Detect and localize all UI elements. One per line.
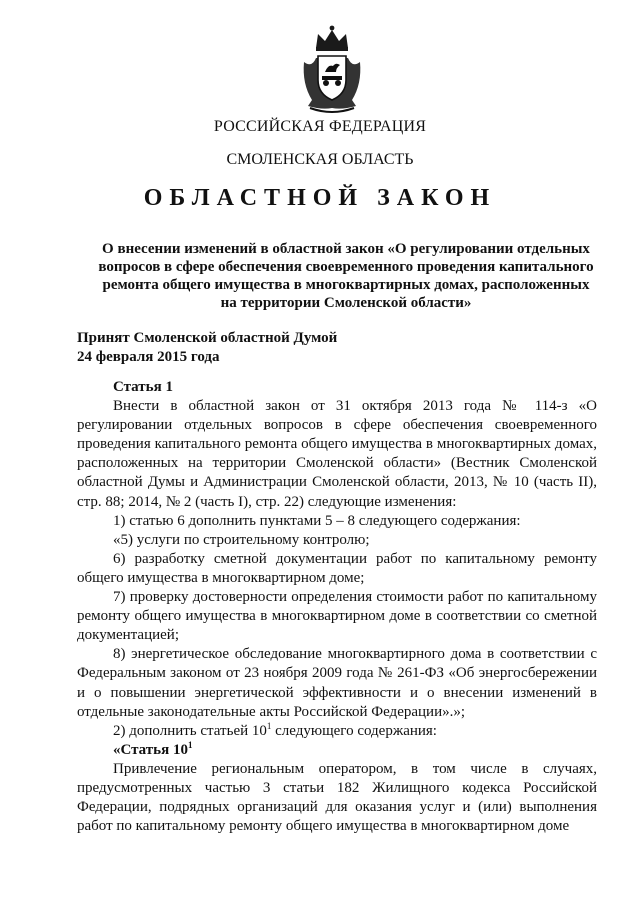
adoption-date: 24 февраля 2015 года <box>77 349 220 365</box>
country-heading: РОССИЙСКАЯ ФЕДЕРАЦИЯ <box>213 118 427 135</box>
region-heading: СМОЛЕНСКАЯ ОБЛАСТЬ <box>226 151 414 168</box>
point-5: «5) услуги по строительному контролю; <box>113 531 370 548</box>
new-article-heading-text: «Статья 10 <box>113 741 188 758</box>
adoption-info <box>77 329 337 367</box>
new-article-heading-superscript: 1 <box>187 739 193 750</box>
new-article-paragraph: Привлечение региональным оператором, в том числе в случаях, предусмотренных частью 3 статьи 182 Жилищного кодекса Российской Федерации, подрядных организаций для оказания услуг и (или) выполнения работ по капитальному ремонту общего имущества в многоквартирном доме <box>77 760 597 835</box>
smolensk-coat-of-arms-icon <box>296 22 368 114</box>
amendment-item-2-tail: следующего содержания: <box>271 722 437 739</box>
point-8: 8) энергетическое обследование многоквартирного дома в соответствии с Федеральным законом от 23 ноября 2009 года № 261-ФЗ «Об энергосбережении и о повышении энергетической эффективности и о внесении изменений в отдельные законодательные акты Российской Федерации».»; <box>77 646 597 720</box>
amendment-item-2-text: 2) дополнить статьей 10 <box>113 722 267 739</box>
law-title: О внесении изменений в областной закон «О регулировании отдельных вопросов в сфере обеспечения своевременного проведения капитального ремонта общего имущества в многоквартирных домах, расположенных на территории Смоленской области» <box>98 241 594 311</box>
amendment-item-1: 1) статью 6 дополнить пунктами 5 – 8 следующего содержания: <box>113 512 521 529</box>
new-article-heading <box>77 741 597 760</box>
point-7: 7) проверку достоверности определения стоимости работ по капитальному ремонту общего имущества в многоквартирном доме в соответствии со сметной документацией; <box>77 589 597 644</box>
amendment-item-2 <box>77 722 597 741</box>
document-type-heading: ОБЛАСТНОЙ ЗАКОН <box>143 185 497 211</box>
article-heading: Статья 1 <box>113 379 173 395</box>
article-1 <box>77 378 597 836</box>
point-6: 6) разработку сметной документации работ по капитальному ремонту общего имущества в многоквартирном доме; <box>77 550 597 586</box>
adoption-body: Принят Смоленской областной Думой <box>77 330 338 346</box>
article-intro-paragraph: Внести в областной закон от 31 октября 2013 года № 114-з «О регулировании отдельных вопросов в сфере обеспечения своевременного проведения капитального ремонта общего имущества в многоквартирных домах, расположенных на территории Смоленской области» (Вестник Смоленской областной Думы и Администрации Смоленской области, 2013, № 10 (часть II), стр. 88; 2014, № 2 (часть I), стр. 22) следующие изменения: <box>77 398 597 510</box>
amendment-item-2-superscript: 1 <box>266 720 272 731</box>
